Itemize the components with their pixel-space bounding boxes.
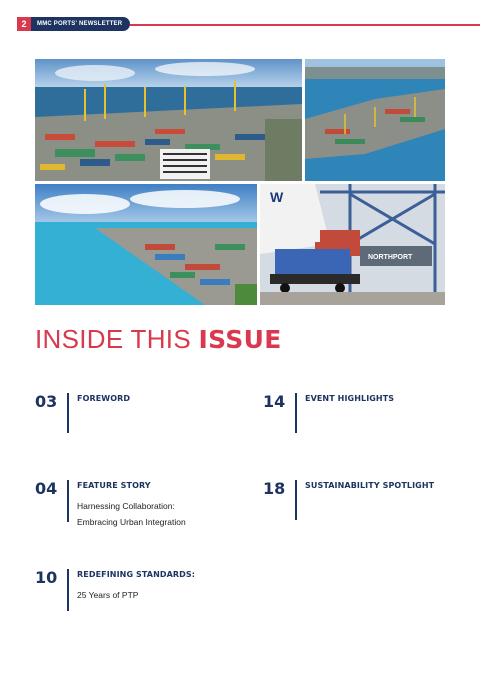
inside-this-issue-heading	[35, 324, 282, 355]
heading-thin: INSIDE THIS	[35, 324, 191, 354]
toc-subtitle-line: Embracing Urban Integration	[77, 517, 186, 527]
toc-entry-feature-story[interactable]	[35, 479, 186, 527]
toc-divider	[67, 569, 69, 611]
toc-entry-redefining-standards[interactable]	[35, 569, 195, 611]
toc-page-number: 04	[35, 479, 58, 498]
heading-bold: ISSUE	[198, 325, 282, 354]
toc-divider	[67, 393, 69, 433]
toc-title: SUSTAINABILITY SPOTLIGHT	[305, 481, 435, 490]
toc-divider	[295, 393, 297, 433]
photo-northport-crane	[260, 184, 445, 305]
toc-page-number: 18	[263, 479, 286, 498]
toc-entry-foreword[interactable]	[35, 393, 130, 433]
toc-entry-event-highlights[interactable]	[263, 393, 394, 433]
newsletter-header	[17, 17, 130, 31]
svg-text:W: W	[270, 189, 284, 205]
toc-divider	[67, 480, 69, 522]
toc-page-number: 03	[35, 392, 58, 411]
toc-title: FEATURE STORY	[77, 481, 151, 490]
toc-entry-sustainability-spotlight[interactable]	[263, 480, 434, 520]
toc-title: FOREWORD	[77, 394, 131, 403]
toc-title: REDEFINING STANDARDS:	[77, 570, 196, 579]
newsletter-title: MMC PORTS' NEWSLETTER	[31, 17, 130, 31]
northport-sign: NORTHPORT	[368, 254, 413, 261]
header-rule	[130, 24, 480, 26]
toc-page-number: 10	[35, 568, 58, 587]
toc-subtitle-line: Harnessing Collaboration:	[77, 501, 175, 511]
photo-terminal-aerial	[35, 184, 257, 305]
page-number: 2	[17, 17, 31, 31]
toc-divider	[295, 480, 297, 520]
toc-page-number: 14	[263, 392, 286, 411]
toc-subtitle-line: 25 Years of PTP	[77, 590, 139, 600]
toc-title: EVENT HIGHLIGHTS	[305, 394, 395, 403]
photo-harbour	[305, 59, 445, 181]
photo-port-aerial	[35, 59, 302, 181]
